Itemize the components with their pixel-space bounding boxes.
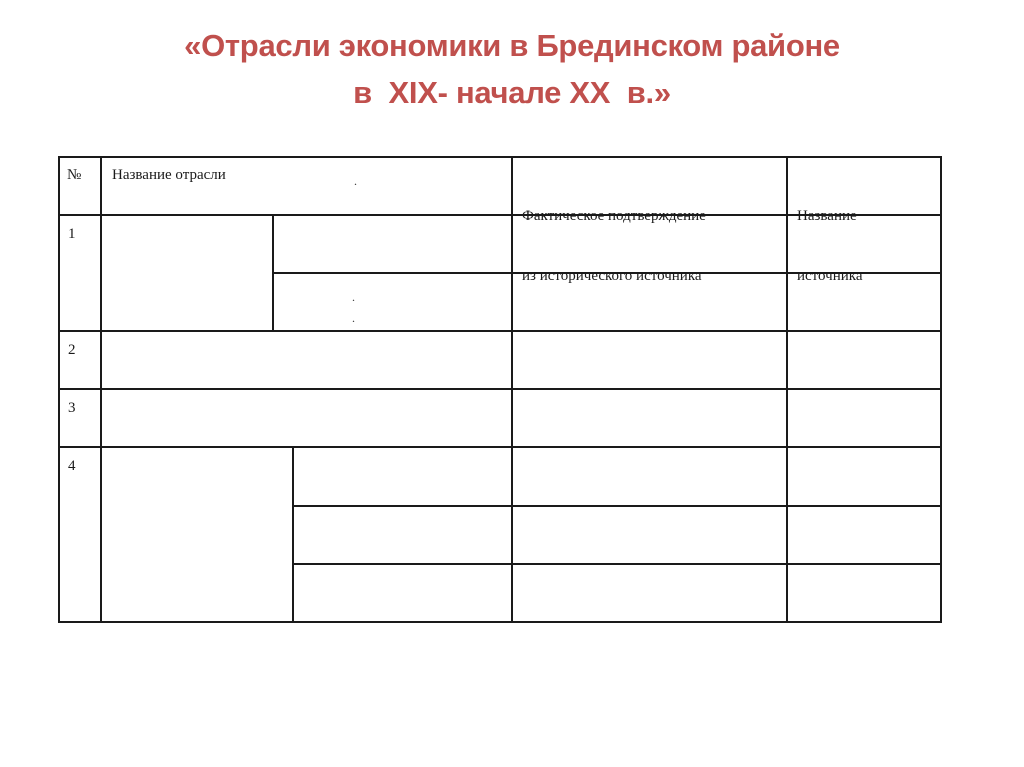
row4-source-cell-3[interactable] xyxy=(788,565,940,621)
header-source-line-1: Название xyxy=(797,208,857,224)
row4-source-cell-1[interactable] xyxy=(788,448,940,505)
row-number-2: 2 xyxy=(68,342,76,358)
row4-subindustry-cell-1[interactable] xyxy=(294,448,511,505)
header-dot: . xyxy=(354,174,357,188)
title-line-1: «Отрасли экономики в Брединском районе xyxy=(184,28,840,63)
row1-dot-1: . xyxy=(352,290,355,304)
header-industry-name: Название отрасли xyxy=(112,167,226,183)
row3-source-cell[interactable] xyxy=(788,390,940,446)
table-border-bottom xyxy=(59,621,942,623)
row2-source-cell[interactable] xyxy=(788,332,940,388)
row1-dot-2: . xyxy=(352,311,355,325)
row1-subindustry-cell-2[interactable] xyxy=(274,274,511,330)
row3-industry-cell[interactable] xyxy=(102,390,511,446)
row4-evidence-cell-2[interactable] xyxy=(513,507,786,563)
row-number-3: 3 xyxy=(68,400,76,416)
row1-industry-cell[interactable] xyxy=(102,216,272,330)
row1-source-cell-2[interactable] xyxy=(788,274,940,330)
row4-industry-cell[interactable] xyxy=(102,448,292,621)
row1-source-cell-1[interactable] xyxy=(788,216,940,272)
header-number: № xyxy=(67,167,82,183)
table-border-right xyxy=(940,156,942,623)
row4-evidence-cell-3[interactable] xyxy=(513,565,786,621)
row1-subindustry-cell-1[interactable] xyxy=(274,216,511,272)
row4-source-cell-2[interactable] xyxy=(788,507,940,563)
header-source-line-2: источника xyxy=(797,268,863,284)
row-number-1: 1 xyxy=(68,226,76,242)
row2-evidence-cell[interactable] xyxy=(513,332,786,388)
row2-industry-cell[interactable] xyxy=(102,332,511,388)
row1-evidence-cell-1[interactable] xyxy=(513,216,786,272)
row1-evidence-cell-2[interactable] xyxy=(513,274,786,330)
row4-subindustry-cell-3[interactable] xyxy=(294,565,511,621)
row4-subindustry-cell-2[interactable] xyxy=(294,507,511,563)
header-evidence-line-2: из исторического источника xyxy=(522,268,702,284)
table-border-left xyxy=(58,156,60,623)
row-number-4: 4 xyxy=(68,458,76,474)
row3-evidence-cell[interactable] xyxy=(513,390,786,446)
row4-evidence-cell-1[interactable] xyxy=(513,448,786,505)
header-evidence-line-1: Фактическое подтверждение xyxy=(522,208,706,224)
table-border-top xyxy=(59,156,942,158)
title-line-2: в XIX- начале XX в.» xyxy=(353,75,671,110)
